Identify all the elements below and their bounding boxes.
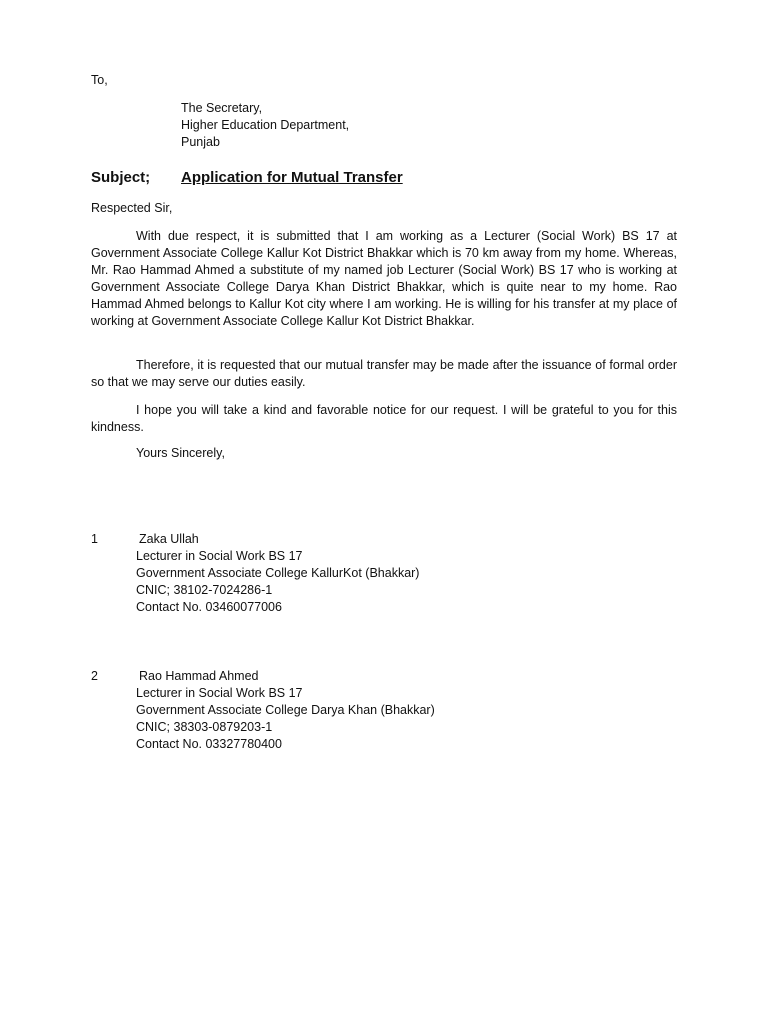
subject-title: Application for Mutual Transfer bbox=[181, 169, 403, 186]
signatory-block-1 bbox=[91, 531, 491, 621]
signatory-cnic: CNIC; 38303-0879203-1 bbox=[136, 720, 273, 734]
recipient-line-1: The Secretary, bbox=[181, 101, 263, 115]
signatory-name: Zaka Ullah bbox=[139, 532, 199, 546]
body-paragraph-2: Therefore, it is requested that our mutual transfer may be made after the issuance of formal order so that we may serve our duties easily. bbox=[91, 358, 677, 389]
closing: Yours Sincerely, bbox=[136, 446, 225, 460]
signatory-cnic: CNIC; 38102-7024286-1 bbox=[136, 583, 273, 597]
recipient-address bbox=[181, 100, 349, 151]
signatory-contact: Contact No. 03460077006 bbox=[136, 600, 282, 614]
signatory-number: 2 bbox=[91, 669, 98, 683]
signatory-block-2 bbox=[91, 668, 491, 758]
subject-label: Subject; bbox=[91, 169, 151, 186]
to-line: To, bbox=[91, 73, 108, 87]
recipient-line-3: Punjab bbox=[181, 135, 220, 149]
signatory-contact: Contact No. 03327780400 bbox=[136, 737, 282, 751]
signatory-designation: Lecturer in Social Work BS 17 bbox=[136, 686, 303, 700]
signatory-institution: Government Associate College Darya Khan (Bhakkar) bbox=[136, 703, 435, 717]
signatory-name: Rao Hammad Ahmed bbox=[139, 669, 259, 683]
recipient-line-2: Higher Education Department, bbox=[181, 118, 350, 132]
signatory-number: 1 bbox=[91, 532, 98, 546]
body-paragraph-3: I hope you will take a kind and favorable notice for our request. I will be grateful to you for this kindness. bbox=[91, 403, 677, 434]
greeting: Respected Sir, bbox=[91, 201, 173, 215]
body-paragraph-1: With due respect, it is submitted that I am working as a Lecturer (Social Work) BS 17 at Government Associate College Kallur Kot District Bhakkar which is 70 km away from my home. Whereas, Mr. Rao Hammad Ahmed a substitute of my named job Lecturer (Social Work) BS 17 who is working at Government Associate College Darya Khan District Bhakkar, which is quite near to my home. Rao Hammad Ahmed belongs to Kallur Kot city where I am working. He is willing for his transfer at my place of working at Government Associate College Kallur Kot District Bhakkar. bbox=[91, 229, 677, 328]
signatory-institution: Government Associate College KallurKot (Bhakkar) bbox=[136, 566, 420, 580]
signatory-designation: Lecturer in Social Work BS 17 bbox=[136, 549, 303, 563]
